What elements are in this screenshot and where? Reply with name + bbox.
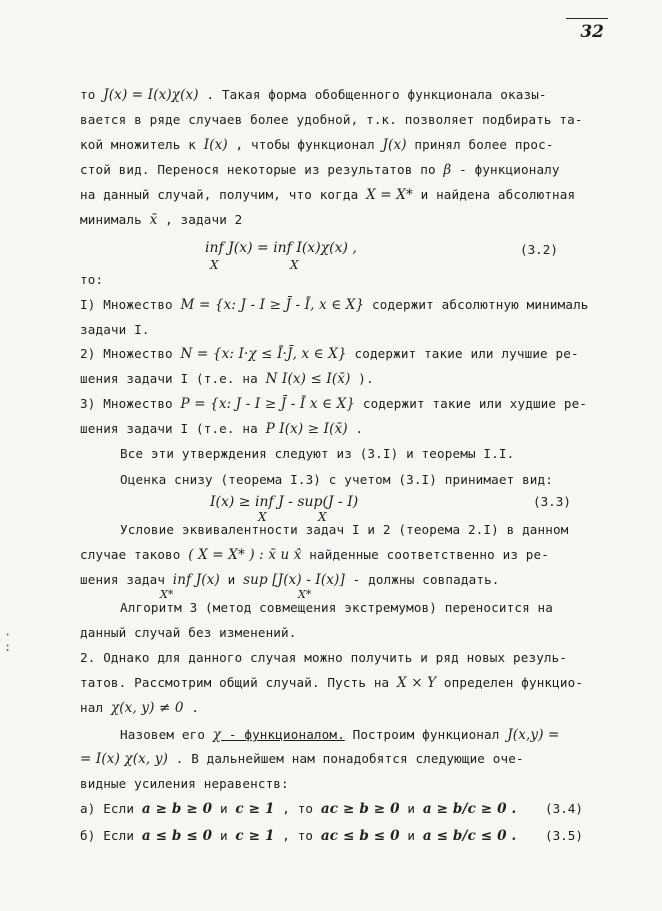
text: вается в ряде случаев более удобной, т.к. позволяет подбирать та- [80, 112, 583, 127]
text-line [80, 162, 560, 178]
text-line [80, 700, 199, 716]
text: ). [350, 371, 374, 386]
formula: ac ≤ b ≤ 0 [320, 828, 400, 844]
list-item [80, 297, 589, 313]
text: , чтобы функционал [227, 137, 383, 152]
text: и [399, 801, 423, 816]
equation-subscript: X [318, 510, 327, 524]
text: шения задач [80, 572, 173, 587]
formula: = I(x) χ(x, y) [80, 751, 169, 767]
equation-number: (3.4) [545, 801, 583, 816]
equation-3-2: inf J(x) = inf I(x)χ(x) , [205, 240, 357, 256]
formula: a ≥ b ≥ 0 [141, 801, 213, 817]
text-line: Условие эквивалентности задач I и 2 (теорема 2.I) в данном [120, 522, 569, 537]
text-line [80, 212, 242, 228]
text-line [80, 137, 554, 153]
text: шения задачи I (т.е. на [80, 421, 266, 436]
formula: J(x,y) = [507, 727, 560, 743]
text: на данный случай, получим, что когда [80, 187, 367, 202]
list-item [80, 346, 579, 362]
text: кой множитель к [80, 137, 204, 152]
text-line [80, 187, 575, 203]
equation-subscript: X* [160, 588, 174, 601]
formula: N I(x) ≤ I(x̄) [265, 371, 351, 387]
formula: J(x) [382, 137, 407, 153]
text: . В дальнейшем нам понадобятся следующие оче- [168, 751, 524, 766]
text: I) Множество [80, 297, 181, 312]
text: и [212, 828, 236, 843]
formula: N = {x: I·χ ≤ Ī·J̄, x ∈ X} [180, 346, 347, 362]
formula: χ(x, y) ≠ 0 [110, 700, 184, 716]
text: Построим функционал [344, 727, 508, 742]
margin-mark: : [4, 640, 12, 654]
inequality-b [80, 828, 516, 844]
equation-subscript: X [258, 510, 267, 524]
text-line [80, 87, 547, 103]
formula: c ≥ 1 [235, 801, 275, 817]
text: и найдена абсолютная [412, 187, 576, 202]
formula: X = X* [366, 187, 413, 203]
text: стой вид. Перенося некоторые из результатов по [80, 162, 444, 177]
list-item [80, 421, 363, 437]
text: и [212, 801, 236, 816]
equation-number: (3.2) [520, 242, 558, 257]
page-number: 32 [580, 22, 604, 42]
margin-mark: · [4, 628, 12, 642]
formula: c ≥ 1 [235, 828, 275, 844]
text: содержит такие или лучшие ре- [346, 346, 579, 361]
text-line: то: [80, 272, 104, 287]
text-line: Алгоритм 3 (метод совмещения экстремумов) переносится на [120, 600, 553, 615]
formula: a ≥ b/c ≥ 0 . [422, 801, 517, 817]
text-line [80, 675, 583, 691]
text: содержит такие или худшие ре- [355, 396, 588, 411]
list-item [80, 396, 587, 412]
text: . Такая форма обобщенного функционала оказы- [198, 87, 547, 102]
text-line [80, 547, 549, 563]
text: то [80, 87, 104, 102]
text: б) Если [80, 828, 142, 843]
text-line [80, 751, 524, 767]
equation-subscript: X* [298, 588, 312, 601]
text: , то [274, 801, 321, 816]
text: принял более прос- [406, 137, 554, 152]
formula: M = {x: J - I ≥ J̄ - Ī, x ∈ X} [180, 297, 365, 313]
formula: β [443, 162, 452, 178]
text-line: Оценка снизу (теорема I.3) с учетом (3.I) принимает вид: [120, 472, 553, 487]
text: содержит абсолютную минималь [364, 297, 589, 312]
formula: χ [212, 727, 222, 743]
formula: ( X = X* ) : x̄ и x̂ [188, 547, 302, 563]
formula: J(x) = I(x)χ(x) [103, 87, 199, 103]
text-line [80, 112, 583, 127]
text: найденные соответственно из ре- [301, 547, 550, 562]
text: нал [80, 700, 111, 715]
text: . [183, 700, 200, 715]
text: а) Если [80, 801, 142, 816]
text-line: данный случай без изменений. [80, 625, 297, 640]
text: - функционалу [451, 162, 560, 177]
list-item [80, 371, 374, 387]
formula: inf J(x) [172, 572, 220, 588]
equation-subscript: X [210, 258, 219, 272]
text: минималь [80, 212, 150, 227]
inequality-a [80, 801, 516, 817]
text: определен функцио- [436, 675, 584, 690]
formula: P = {x: J - I ≥ J̄ - Ī x ∈ X} [180, 396, 356, 412]
text: задачи I. [80, 322, 150, 337]
text: шения задачи I (т.е. на [80, 371, 266, 386]
text-line: видные усиления неравенств: [80, 776, 289, 791]
text-line [120, 727, 560, 743]
formula: a ≤ b/c ≤ 0 . [422, 828, 517, 844]
equation-number: (3.5) [545, 828, 583, 843]
text: и [399, 828, 423, 843]
text: 3) Множество [80, 396, 181, 411]
equation-3-3: I(x) ≥ inf J - sup(J - I) [210, 494, 359, 510]
list-item [80, 322, 150, 337]
text: случае таково [80, 547, 189, 562]
formula: a ≤ b ≤ 0 [141, 828, 213, 844]
formula: I(x) [203, 137, 228, 153]
text: татов. Рассмотрим общий случай. Пусть на [80, 675, 398, 690]
formula: ac ≥ b ≥ 0 [320, 801, 400, 817]
text-line [80, 572, 500, 588]
text: 2) Множество [80, 346, 181, 361]
formula: P I(x) ≥ I(x̄) [265, 421, 348, 437]
text: Назовем его [120, 727, 213, 742]
text: и [219, 572, 244, 587]
text: - должны совпадать. [344, 572, 500, 587]
text: . [347, 421, 364, 436]
text: , то [274, 828, 321, 843]
text-line: 2. Однако для данного случая можно получить и ряд новых резуль- [80, 650, 568, 665]
formula: x̄ [149, 212, 158, 228]
formula: sup [J(x) - I(x)] [243, 572, 345, 588]
text-line: Все эти утверждения следуют из (3.I) и теоремы I.I. [120, 446, 515, 461]
equation-subscript: X [290, 258, 299, 272]
equation-number: (3.3) [533, 494, 571, 509]
text: - функционалом. [221, 727, 345, 742]
formula: X × Y [397, 675, 437, 691]
text: , задачи 2 [157, 212, 243, 227]
